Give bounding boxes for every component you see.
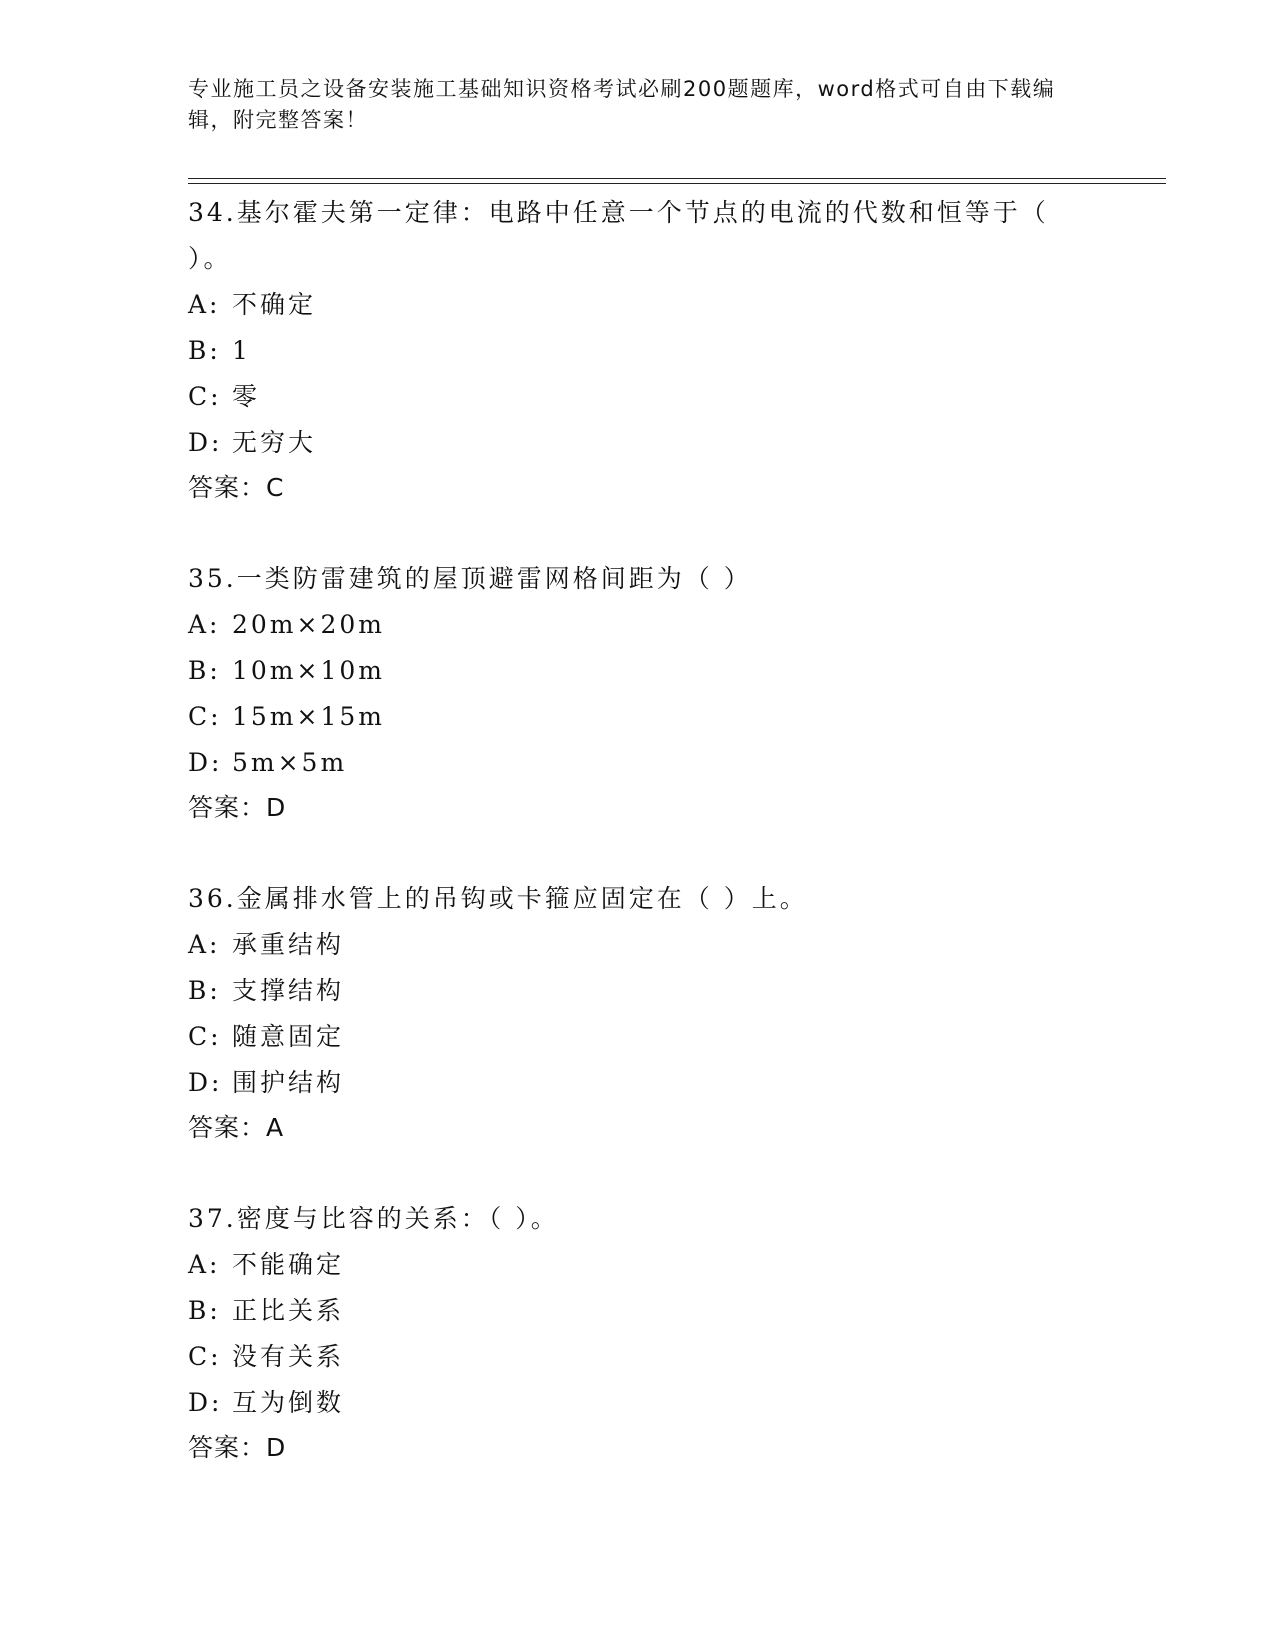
option-c	[188, 1334, 1088, 1380]
question-block	[188, 876, 1088, 1150]
option-b	[188, 328, 1088, 374]
option-text: 互为倒数	[232, 1388, 345, 1417]
option-b	[188, 648, 1088, 694]
option-key: A:	[188, 930, 221, 959]
option-key: B:	[188, 976, 221, 1005]
option-key: A:	[188, 1250, 221, 1279]
option-key: B:	[188, 656, 221, 685]
question-block	[188, 1196, 1088, 1470]
option-a	[188, 282, 1088, 328]
option-text: 不确定	[232, 290, 317, 319]
answer-line: 答案：D	[188, 1433, 287, 1462]
question-stem: 35.一类防雷建筑的屋顶避雷网格间距为（ ）	[188, 564, 752, 593]
option-key: D:	[188, 1388, 223, 1417]
option-a	[188, 602, 1088, 648]
option-key: D:	[188, 428, 223, 457]
option-key: C:	[188, 1022, 222, 1051]
option-c	[188, 1014, 1088, 1060]
option-text: 1	[232, 336, 251, 365]
option-text: 零	[232, 382, 261, 411]
option-key: A:	[188, 610, 221, 639]
answer-line: 答案：D	[188, 793, 287, 822]
option-a	[188, 922, 1088, 968]
option-text: 10m×10m	[232, 656, 385, 685]
option-d	[188, 740, 1088, 786]
question-stem: 37.密度与比容的关系：（ ）。	[188, 1204, 559, 1233]
option-text: 不能确定	[232, 1250, 345, 1279]
answer-line: 答案：C	[188, 473, 285, 502]
option-text: 承重结构	[232, 930, 345, 959]
question-stem: 36.金属排水管上的吊钩或卡箍应固定在（ ）上。	[188, 884, 808, 913]
option-key: B:	[188, 336, 221, 365]
option-key: C:	[188, 702, 222, 731]
option-text: 支撑结构	[232, 976, 345, 1005]
answer-line: 答案：A	[188, 1113, 285, 1142]
option-key: C:	[188, 382, 222, 411]
option-a	[188, 1242, 1088, 1288]
document-intro: 专业施工员之设备安装施工基础知识资格考试必刷200题题库，word格式可自由下载编辑，附完整答案！	[188, 77, 1056, 132]
option-d	[188, 1060, 1088, 1106]
header-divider-top	[188, 178, 1166, 179]
option-key: D:	[188, 1068, 223, 1097]
option-c	[188, 694, 1088, 740]
option-text: 正比关系	[232, 1296, 345, 1325]
option-text: 随意固定	[232, 1022, 345, 1051]
option-b	[188, 1288, 1088, 1334]
option-text: 围护结构	[232, 1068, 345, 1097]
option-text: 无穷大	[232, 428, 317, 457]
option-text: 5m×5m	[232, 748, 348, 777]
option-b	[188, 968, 1088, 1014]
option-c	[188, 374, 1088, 420]
option-text: 20m×20m	[232, 610, 385, 639]
option-d	[188, 420, 1088, 466]
option-key: A:	[188, 290, 221, 319]
header-divider-bottom	[188, 183, 1166, 184]
question-stem: 34.基尔霍夫第一定律：电路中任意一个节点的电流的代数和恒等于（ ）。	[188, 198, 1049, 273]
option-key: D:	[188, 748, 223, 777]
question-block	[188, 556, 1088, 830]
question-block	[188, 190, 1088, 510]
option-text: 没有关系	[232, 1342, 345, 1371]
option-key: B:	[188, 1296, 221, 1325]
option-text: 15m×15m	[232, 702, 385, 731]
option-d	[188, 1380, 1088, 1426]
option-key: C:	[188, 1342, 222, 1371]
